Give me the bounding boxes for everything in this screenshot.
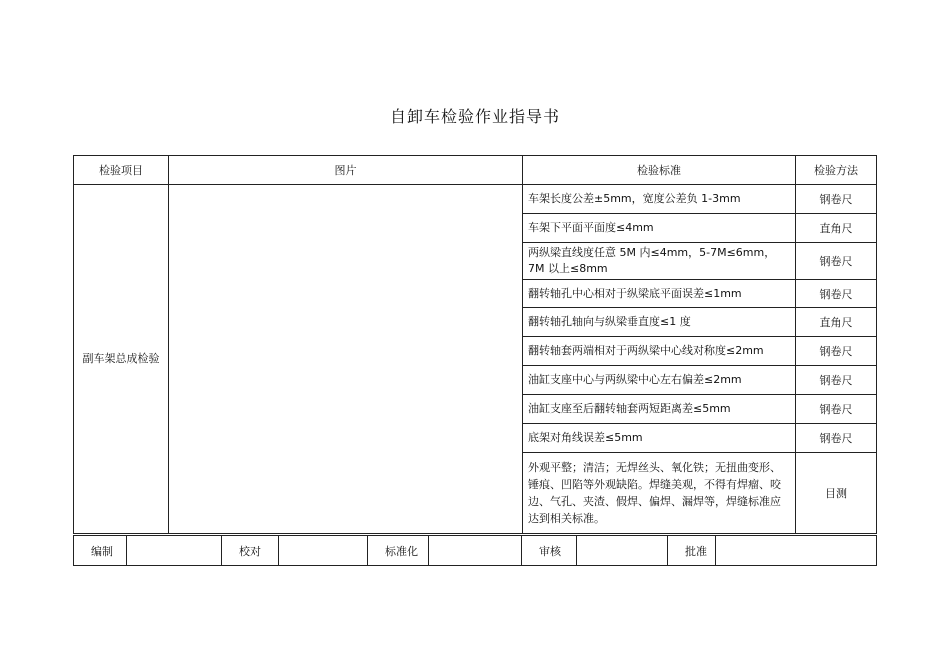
standard-cell: 底架对角线误差≤5mm — [523, 424, 796, 453]
method-cell: 钢卷尺 — [796, 280, 877, 308]
review-value — [577, 536, 668, 566]
picture-cell — [169, 185, 523, 534]
method-cell: 直角尺 — [796, 308, 877, 337]
compile-value — [127, 536, 222, 566]
header-picture: 图片 — [169, 156, 523, 185]
approve-value — [716, 536, 877, 566]
review-label: 审核 — [522, 536, 577, 566]
item-name-cell: 副车架总成检验 — [74, 185, 169, 534]
standard-cell: 外观平整；清洁；无焊丝头、氧化铁；无扭曲变形、锤痕、凹陷等外观缺陷。焊缝美观，不得有焊瘤、咬边、气孔、夹渣、假焊、偏焊、漏焊等，焊缝标准应达到相关标准。 — [523, 453, 796, 534]
standard-cell: 翻转轴孔轴向与纵梁垂直度≤1 度 — [523, 308, 796, 337]
proofread-label: 校对 — [222, 536, 279, 566]
method-cell: 钢卷尺 — [796, 424, 877, 453]
method-cell: 钢卷尺 — [796, 366, 877, 395]
method-cell: 钢卷尺 — [796, 243, 877, 280]
table-row — [74, 185, 877, 214]
standard-cell: 翻转轴孔中心相对于纵梁底平面误差≤1mm — [523, 280, 796, 308]
method-cell: 目测 — [796, 453, 877, 534]
proofread-value — [279, 536, 368, 566]
method-cell: 钢卷尺 — [796, 185, 877, 214]
method-cell: 直角尺 — [796, 214, 877, 243]
standard-cell: 车架长度公差±5mm，宽度公差负 1-3mm — [523, 185, 796, 214]
standardize-value — [429, 536, 522, 566]
header-row — [74, 156, 877, 185]
standard-cell: 油缸支座中心与两纵梁中心左右偏差≤2mm — [523, 366, 796, 395]
compile-label: 编制 — [74, 536, 127, 566]
standard-cell: 两纵梁直线度任意 5M 内≤4mm，5-7M≤6mm，7M 以上≤8mm — [523, 243, 796, 280]
standardize-label: 标准化 — [368, 536, 429, 566]
approve-label: 批准 — [668, 536, 716, 566]
standard-cell: 车架下平面平面度≤4mm — [523, 214, 796, 243]
page-title: 自卸车检验作业指导书 — [389, 107, 560, 126]
header-method: 检验方法 — [796, 156, 877, 185]
method-cell: 钢卷尺 — [796, 337, 877, 366]
standard-cell: 翻转轴套两端相对于两纵梁中心线对称度≤2mm — [523, 337, 796, 366]
header-standard: 检验标准 — [523, 156, 796, 185]
standard-cell: 油缸支座至后翻转轴套两短距离差≤5mm — [523, 395, 796, 424]
signoff-row — [74, 536, 877, 566]
header-item: 检验项目 — [74, 156, 169, 185]
inspection-table — [73, 155, 877, 534]
signoff-table — [73, 535, 877, 566]
method-cell: 钢卷尺 — [796, 395, 877, 424]
